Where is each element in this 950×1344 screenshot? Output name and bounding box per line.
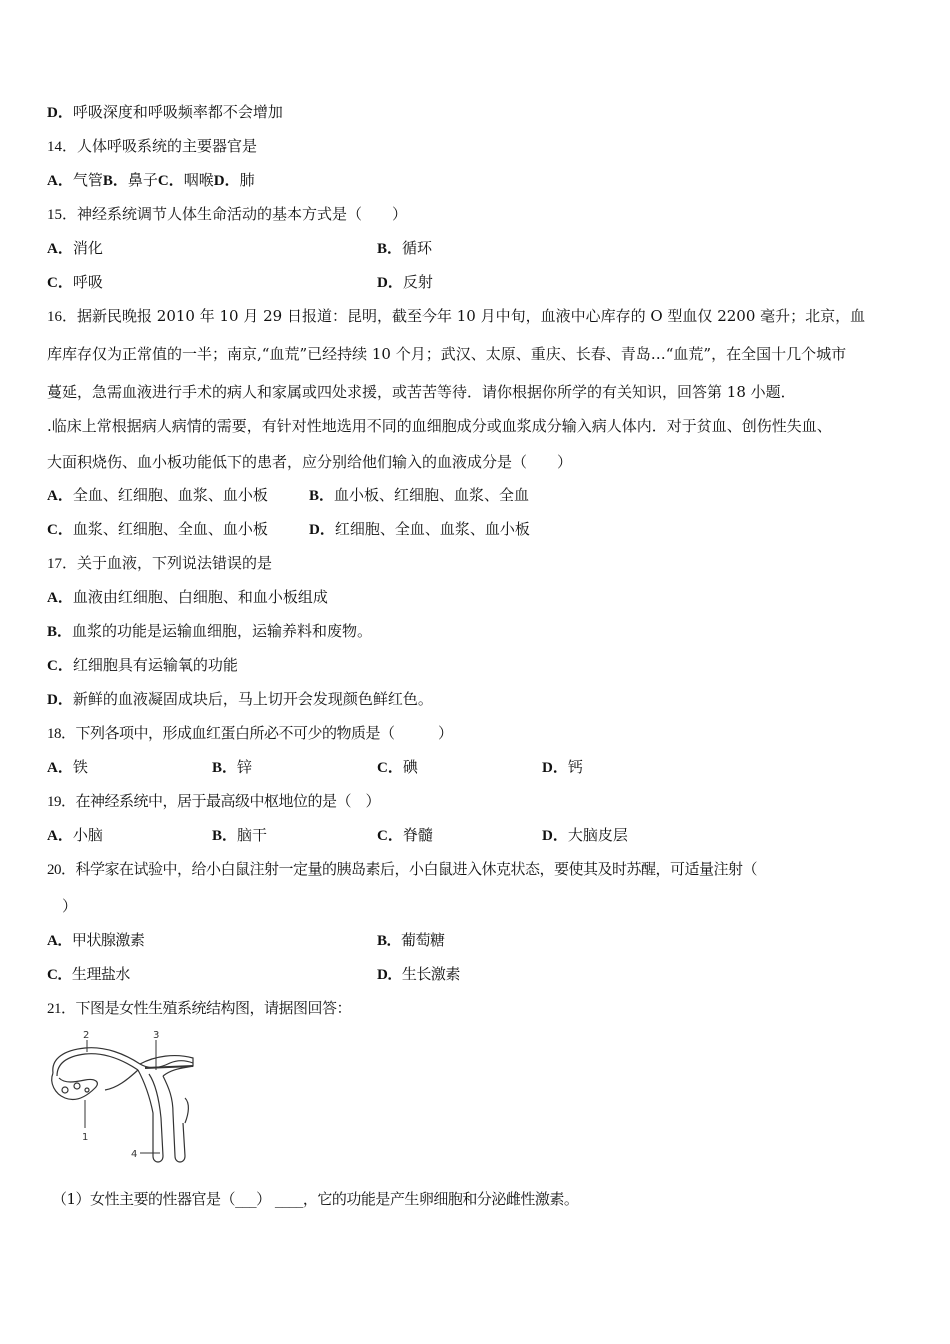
option-d <box>377 272 433 293</box>
option-text: 大脑皮层 <box>567 826 628 844</box>
option-text: 血浆、红细胞、全血、血小板 <box>72 520 268 538</box>
option-c-text: 咽喉 <box>183 171 214 189</box>
option-b <box>377 930 445 951</box>
option-text: 脊髓 <box>402 826 433 844</box>
option-label: C． <box>47 967 72 983</box>
question-21-stem <box>47 998 351 1018</box>
option-text: 血小板、红细胞、血浆、全血 <box>334 486 530 504</box>
option-text: 呼吸深度和呼吸频率都不会增加 <box>72 103 283 121</box>
sub-question-text: 女性主要的性器官是（ <box>90 1190 236 1208</box>
passage-text: 库库存仅为正常值的一半；南京,“血荒”已经持续 10 个月；武汉、太原、重庆、长春、青岛…“血荒”，在全国十几个城市 <box>47 345 847 363</box>
diagram-label-4: 4 <box>131 1149 138 1160</box>
option-text: 铁 <box>72 758 88 776</box>
option-d-text: 肺 <box>239 171 255 189</box>
answer-blank-1[interactable]: ___ <box>235 1190 257 1208</box>
option-label: A． <box>47 241 73 257</box>
option-label: B． <box>212 828 238 844</box>
passage-text: 据新民晚报 2010 年 10 月 29 日报道：昆明，截至今年 10 月中旬，血液中心库存的 O 型血仅 2200 毫升；北京，血 <box>77 307 866 325</box>
question-16-passage-line-1 <box>47 306 865 326</box>
option-label: D． <box>309 522 335 538</box>
question-number: 14． <box>47 139 78 155</box>
option-c <box>47 519 268 540</box>
option-c <box>377 757 418 778</box>
option-label: B． <box>377 933 402 949</box>
question-text: 下图是女性生殖系统结构图，请据图回答： <box>75 999 352 1017</box>
question-15-stem <box>47 204 407 224</box>
question-16-options-row1 <box>47 485 907 505</box>
option-label: C． <box>47 522 73 538</box>
option-label: A． <box>47 488 73 504</box>
option-c <box>377 825 433 846</box>
question-20-options-row1 <box>47 930 907 950</box>
question-number: 16． <box>47 309 78 325</box>
question-number: 20． <box>47 862 76 878</box>
question-text: 下列各项中，形成血红蛋白所必不可少的物质是（ ） <box>75 724 453 742</box>
question-text: 科学家在试验中，给小白鼠注射一定量的胰岛素后，小白鼠进入休克状态，要使其及时苏醒，可适量注射（ <box>75 860 758 878</box>
question-17-option-b <box>47 621 372 641</box>
option-a-text: 气管 <box>72 171 103 189</box>
option-label: D． <box>377 967 402 983</box>
option-text: 生长激素 <box>401 965 460 983</box>
option-label: C． <box>47 658 73 674</box>
question-text: 在神经系统中，居于最高级中枢地位的是（ ） <box>75 792 381 810</box>
option-label: D． <box>47 105 73 121</box>
question-text: 神经系统调节人体生命活动的基本方式是（ ） <box>77 205 408 223</box>
option-label: C． <box>377 828 403 844</box>
option-text: 葡萄糖 <box>401 931 445 949</box>
option-text: 血浆的功能是运输血细胞，运输养料和废物。 <box>72 622 373 640</box>
option-c-label: C． <box>157 173 184 189</box>
question-text: ） <box>62 897 78 915</box>
question-16-passage-line-5 <box>47 452 572 472</box>
option-label: C． <box>47 275 73 291</box>
option-label: A． <box>47 590 73 606</box>
diagram-label-1: 1 <box>82 1132 89 1143</box>
question-20-stem-continuation <box>62 896 77 916</box>
option-text: 全血、红细胞、血浆、血小板 <box>72 486 268 504</box>
option-b-text: 鼻子 <box>127 171 158 189</box>
option-b <box>212 825 267 846</box>
question-19-options <box>47 825 907 845</box>
option-b <box>377 238 432 259</box>
question-number: 18． <box>47 726 76 742</box>
question-17-stem <box>47 553 272 573</box>
option-c <box>47 964 130 985</box>
option-text: 脑干 <box>237 826 268 844</box>
question-20-options-row2 <box>47 964 907 984</box>
option-label: B． <box>47 624 73 640</box>
question-14-options <box>47 170 255 190</box>
option-text: 小脑 <box>72 826 103 844</box>
option-label: A． <box>47 760 73 776</box>
option-b <box>309 485 529 506</box>
option-a <box>47 930 144 951</box>
question-number: 21． <box>47 1001 76 1017</box>
q13-option-d <box>47 102 283 122</box>
question-21-sub-1 <box>52 1189 578 1209</box>
option-c <box>47 272 103 293</box>
question-16-passage-line-2 <box>47 344 846 364</box>
option-text: 碘 <box>402 758 418 776</box>
passage-text: .临床上常根据病人病情的需要，有针对性地选用不同的血细胞成分或血浆成分输入病人体内．对于贫血、创伤性失血、 <box>47 417 832 435</box>
question-17-option-c <box>47 655 238 675</box>
answer-blank-2[interactable]: ____ <box>274 1190 303 1208</box>
option-text: 生理盐水 <box>71 965 130 983</box>
passage-text: 大面积烧伤、血小板功能低下的患者，应分别给他们输入的血液成分是（ ） <box>47 453 573 471</box>
option-d <box>542 825 628 846</box>
option-text: 新鲜的血液凝固成块后，马上切开会发现颜色鲜红色。 <box>72 690 433 708</box>
option-text: 血液由红细胞、白细胞、和血小板组成 <box>72 588 328 606</box>
option-label: D． <box>47 692 73 708</box>
question-20-stem <box>47 859 757 879</box>
option-label: A． <box>47 933 72 949</box>
option-a <box>47 757 88 778</box>
option-label: D． <box>377 275 403 291</box>
option-text: 消化 <box>72 239 103 257</box>
option-d-label: D． <box>213 173 240 189</box>
option-text: 反射 <box>402 273 433 291</box>
option-label: B． <box>309 488 335 504</box>
option-text: 循环 <box>402 239 433 257</box>
question-16-passage-line-4 <box>47 416 832 436</box>
option-text: 钙 <box>567 758 583 776</box>
option-text: 红细胞、全血、血浆、血小板 <box>334 520 530 538</box>
question-19-stem <box>47 791 380 811</box>
question-number: 17． <box>47 556 78 572</box>
question-number: 19． <box>47 794 76 810</box>
sub-question-text: ） <box>256 1190 271 1208</box>
question-text: 关于血液，下列说法错误的是 <box>77 554 273 572</box>
question-18-stem <box>47 723 453 743</box>
option-label: B． <box>212 760 238 776</box>
option-label: D． <box>542 760 568 776</box>
option-text: 红细胞具有运输氧的功能 <box>72 656 238 674</box>
diagram-label-2: 2 <box>83 1030 90 1041</box>
question-15-options-row2 <box>47 272 907 292</box>
option-a-label: A． <box>47 173 73 189</box>
diagram-label-3: 3 <box>153 1030 160 1041</box>
option-a <box>47 485 268 506</box>
question-17-option-d <box>47 689 433 709</box>
option-text: 锌 <box>237 758 253 776</box>
option-label: C． <box>377 760 403 776</box>
option-text: 呼吸 <box>72 273 103 291</box>
question-15-options-row1 <box>47 238 907 258</box>
question-number: 15． <box>47 207 78 223</box>
option-a <box>47 238 103 259</box>
question-16-options-row2 <box>47 519 907 539</box>
question-text: 人体呼吸系统的主要器官是 <box>77 137 258 155</box>
option-label: B． <box>377 241 403 257</box>
sub-question-text: ，它的功能是产生卵细胞和分泌雌性激素。 <box>302 1190 579 1208</box>
passage-text: 蔓延，急需血液进行手术的病人和家属或四处求援，或苦苦等待．请你根据你所学的有关知识，回答第 18 小题． <box>47 383 796 401</box>
option-label: D． <box>542 828 568 844</box>
question-16-passage-line-3 <box>47 382 796 402</box>
option-text: 甲状腺激素 <box>71 931 145 949</box>
female-reproductive-system-diagram <box>45 1028 205 1173</box>
question-18-options <box>47 757 907 777</box>
question-17-option-a <box>47 587 328 607</box>
option-b <box>212 757 252 778</box>
option-label: A． <box>47 828 73 844</box>
question-14-stem <box>47 136 257 156</box>
option-a <box>47 825 103 846</box>
sub-question-number: （1） <box>52 1190 91 1208</box>
option-d <box>309 519 530 540</box>
option-b-label: B． <box>102 173 128 189</box>
option-d <box>377 964 460 985</box>
option-d <box>542 757 583 778</box>
